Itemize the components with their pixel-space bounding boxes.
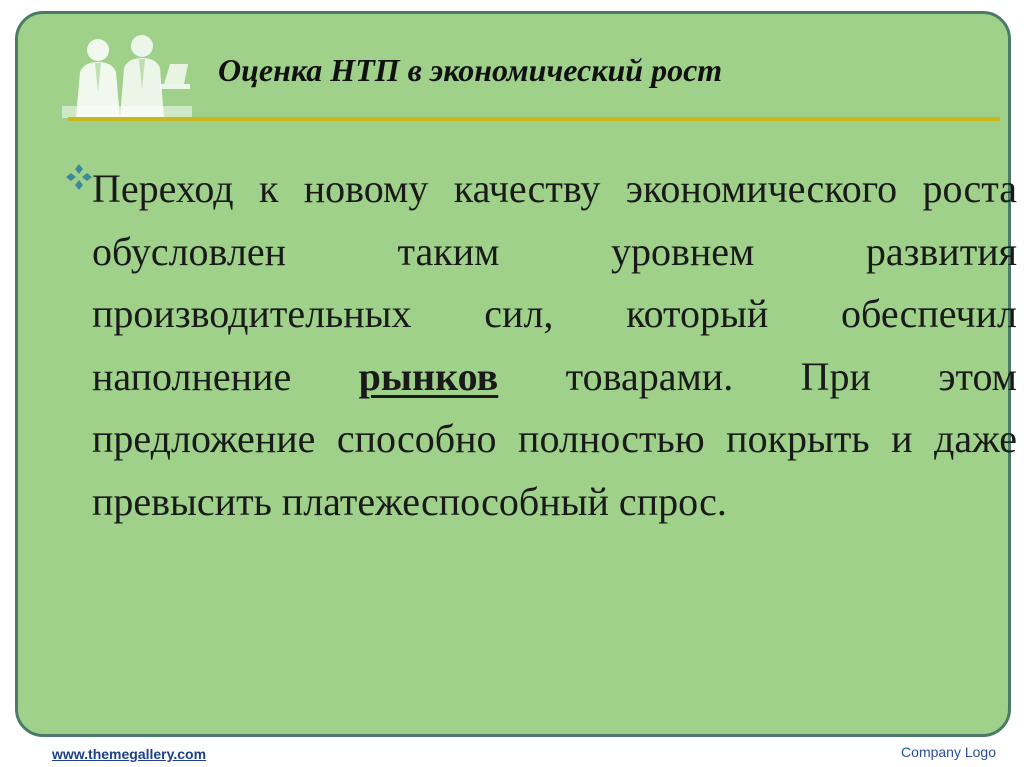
bullet-text <box>92 158 1017 533</box>
slide-title: Оценка НТП в экономический рост <box>218 52 723 88</box>
bullet-text-end: товарами. При этом предложение способно полностью покрыть и даже превысить платежеспособный спрос. <box>92 353 1017 524</box>
diamond-bullet-icon <box>64 162 94 192</box>
company-logo-text: Company Logo <box>901 744 996 760</box>
business-people-silhouette-icon <box>62 32 192 118</box>
slide-frame <box>15 11 1017 737</box>
bullet-text-start: Переход к новому качеству экономического роста обусловлен таким уровнем развития производительных сил, который обеспечил наполнение <box>92 166 1017 399</box>
bullet-item <box>64 158 1022 533</box>
title-underline <box>68 117 1000 121</box>
footer-website-link[interactable]: www.themegallery.com <box>52 746 207 762</box>
bullet-keyword: рынков <box>358 353 499 399</box>
